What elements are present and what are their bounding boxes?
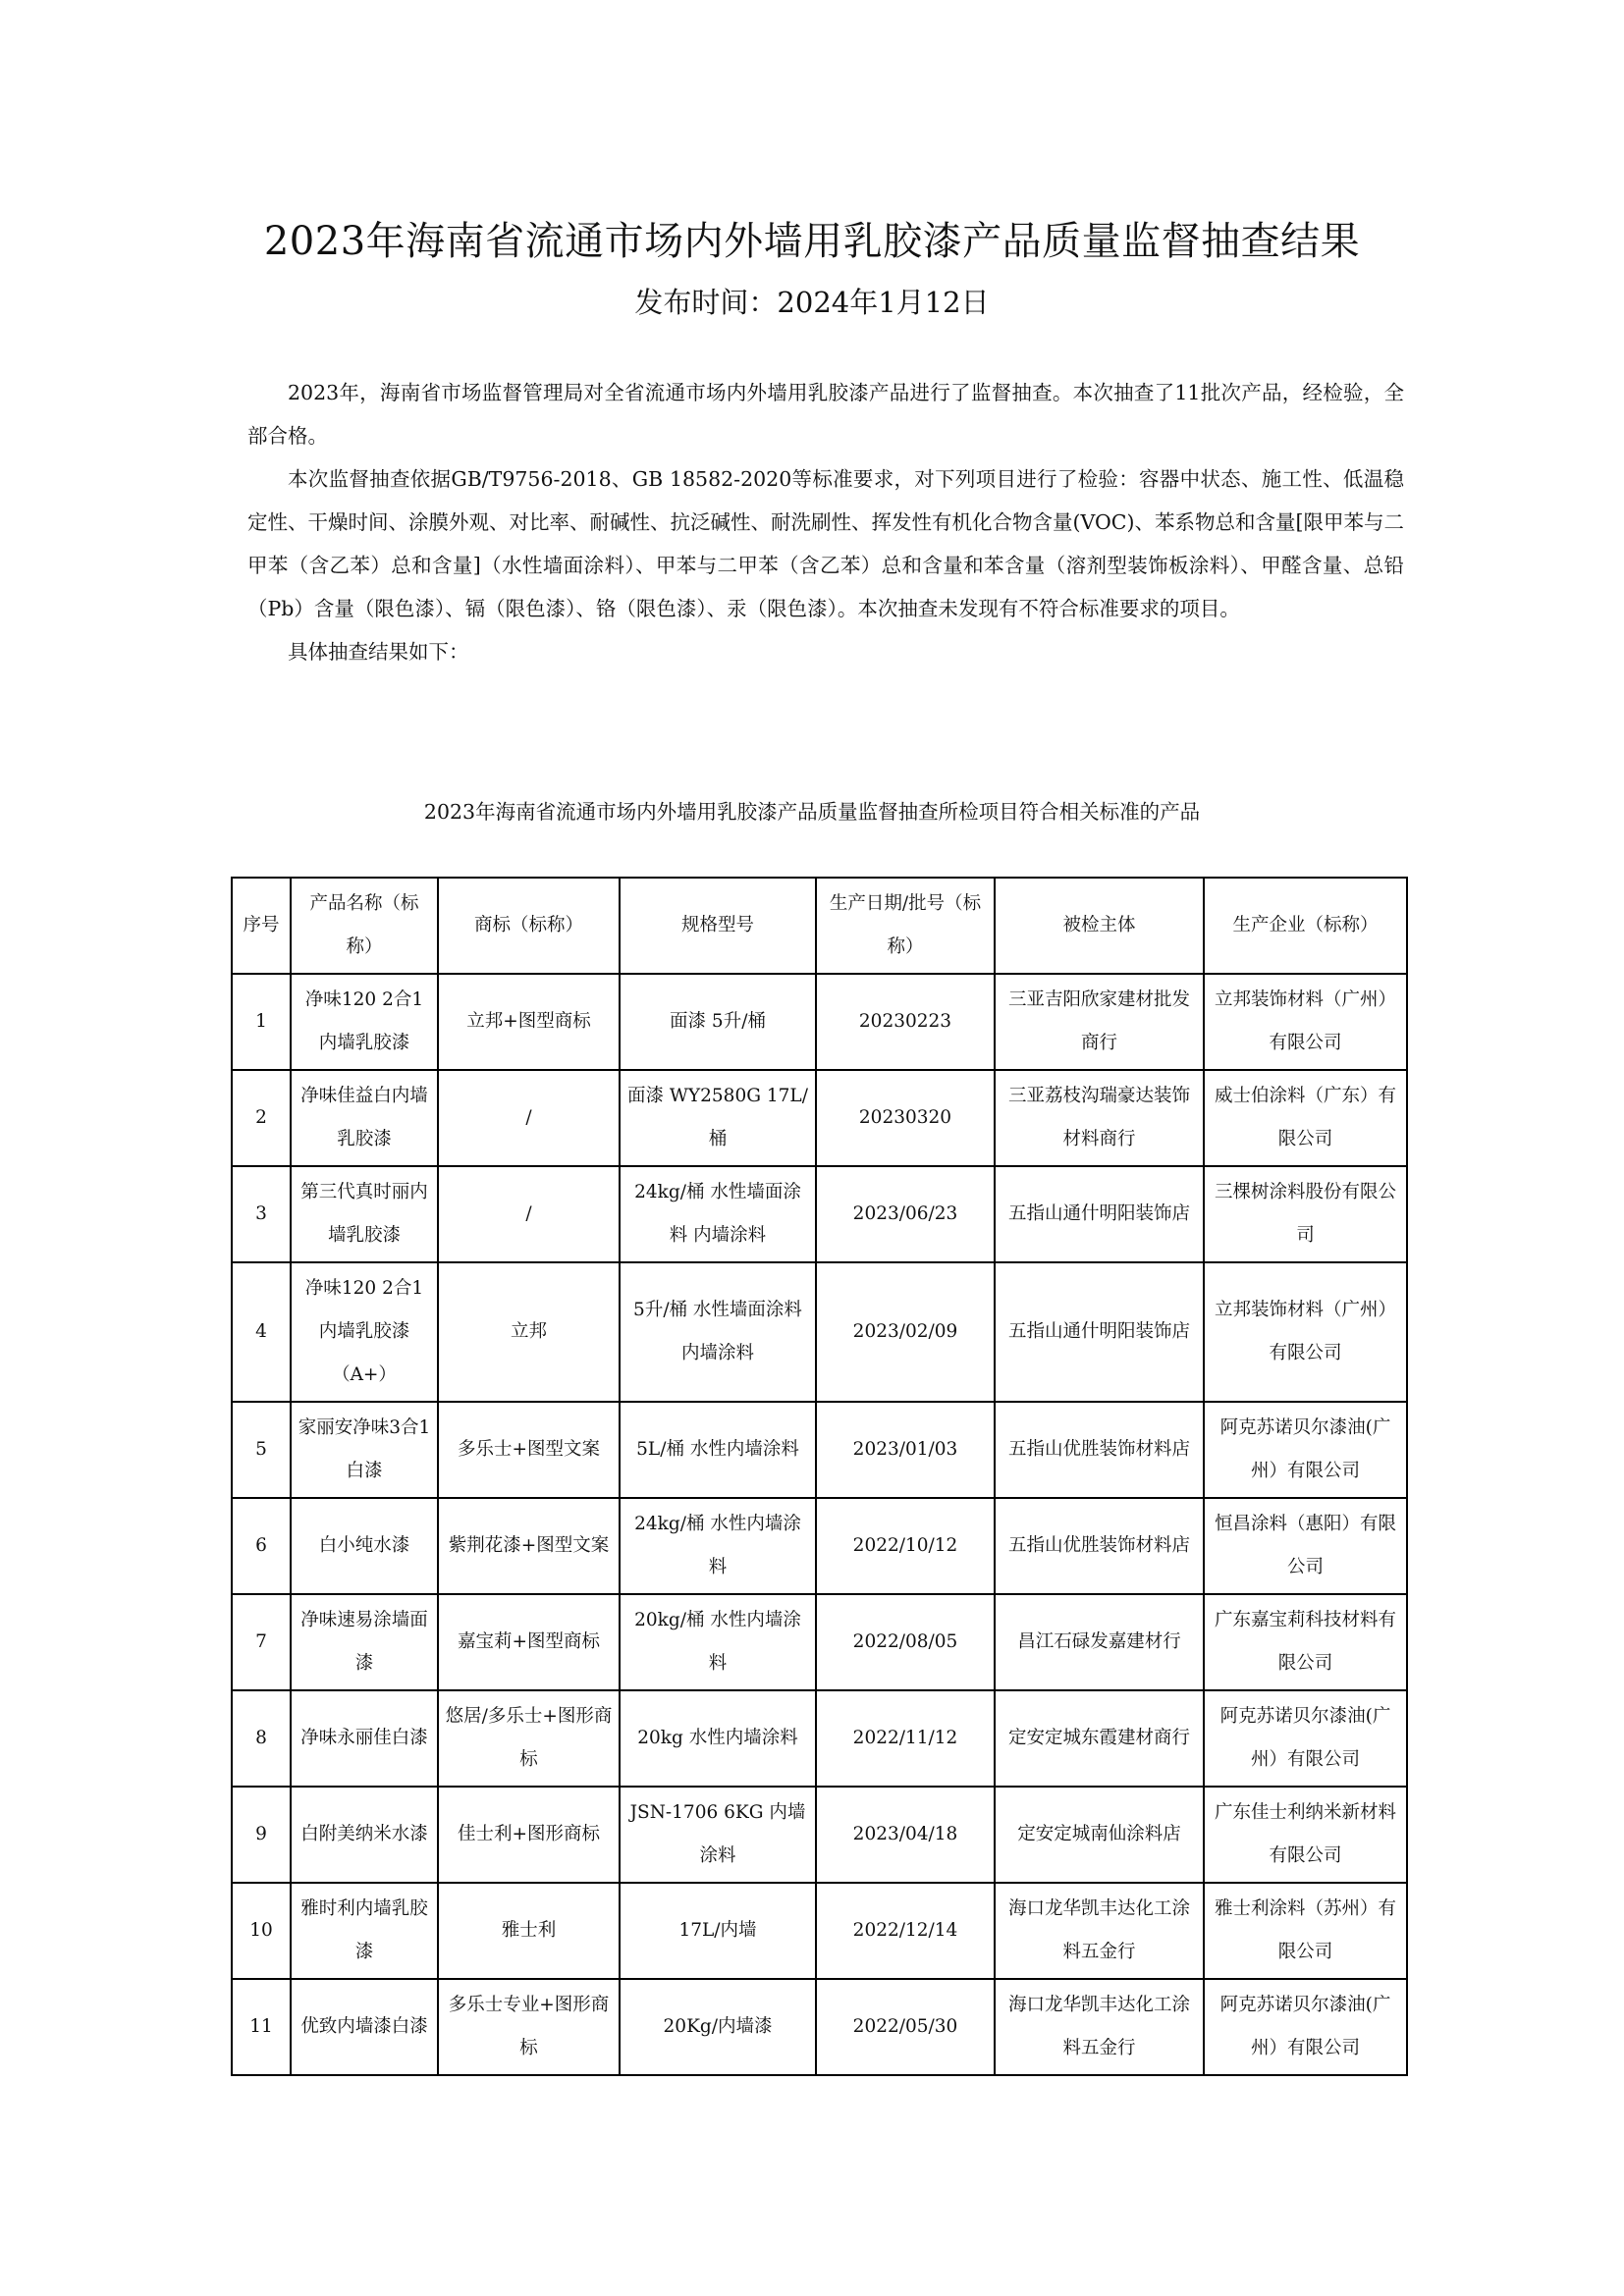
table-row [232, 1787, 1407, 1883]
header-product-name: 产品名称（标称） [291, 878, 438, 974]
cell-product-name: 家丽安净味3合1白漆 [291, 1402, 438, 1498]
cell-spec: 20kg 水性内墙涂料 [620, 1690, 816, 1787]
cell-trademark: 雅士利 [438, 1883, 620, 1979]
cell-production-date: 2023/06/23 [816, 1166, 995, 1262]
cell-production-date: 2023/02/09 [816, 1262, 995, 1402]
cell-index: 10 [232, 1883, 291, 1979]
cell-inspected-entity: 定安定城东霞建材商行 [995, 1690, 1204, 1787]
cell-trademark: 嘉宝莉+图型商标 [438, 1594, 620, 1690]
cell-index: 6 [232, 1498, 291, 1594]
table-row [232, 1883, 1407, 1979]
cell-index: 11 [232, 1979, 291, 2075]
publish-date: 发布时间：2024年1月12日 [634, 286, 990, 319]
cell-index: 3 [232, 1166, 291, 1262]
cell-inspected-entity: 三亚荔枝沟瑞豪达装饰材料商行 [995, 1070, 1204, 1166]
table-row [232, 1594, 1407, 1690]
header-inspected-entity: 被检主体 [995, 878, 1204, 974]
cell-production-date: 2022/12/14 [816, 1883, 995, 1979]
cell-inspected-entity: 五指山优胜装饰材料店 [995, 1402, 1204, 1498]
cell-production-date: 2022/11/12 [816, 1690, 995, 1787]
cell-manufacturer: 三棵树涂料股份有限公司 [1204, 1166, 1407, 1262]
cell-manufacturer: 广东嘉宝莉科技材料有限公司 [1204, 1594, 1407, 1690]
cell-inspected-entity: 昌江石碌发嘉建材行 [995, 1594, 1204, 1690]
table-caption: 2023年海南省流通市场内外墙用乳胶漆产品质量监督抽查所检项目符合相关标准的产品 [423, 800, 1201, 824]
cell-trademark: 多乐士+图型文案 [438, 1402, 620, 1498]
cell-inspected-entity: 三亚吉阳欣家建材批发商行 [995, 974, 1204, 1070]
results-table [231, 877, 1408, 2076]
cell-production-date: 2022/10/12 [816, 1498, 995, 1594]
paragraph-intro-results: 具体抽查结果如下： [288, 640, 469, 664]
cell-spec: 面漆 WY2580G 17L/桶 [620, 1070, 816, 1166]
cell-trademark: / [438, 1070, 620, 1166]
cell-spec: 面漆 5升/桶 [620, 974, 816, 1070]
cell-inspected-entity: 定安定城南仙涂料店 [995, 1787, 1204, 1883]
cell-manufacturer: 立邦装饰材料（广州）有限公司 [1204, 974, 1407, 1070]
cell-product-name: 净味120 2合1内墙乳胶漆（A+） [291, 1262, 438, 1402]
cell-index: 4 [232, 1262, 291, 1402]
table-row [232, 1166, 1407, 1262]
cell-index: 7 [232, 1594, 291, 1690]
table-row [232, 1262, 1407, 1402]
cell-production-date: 2023/04/18 [816, 1787, 995, 1883]
cell-spec: 24kg/桶 水性墙面涂料 内墙涂料 [620, 1166, 816, 1262]
cell-manufacturer: 阿克苏诺贝尔漆油(广州）有限公司 [1204, 1690, 1407, 1787]
cell-spec: 24kg/桶 水性内墙涂料 [620, 1498, 816, 1594]
cell-trademark: / [438, 1166, 620, 1262]
cell-inspected-entity: 五指山通什明阳装饰店 [995, 1166, 1204, 1262]
cell-inspected-entity: 海口龙华凯丰达化工涂料五金行 [995, 1979, 1204, 2075]
cell-index: 2 [232, 1070, 291, 1166]
cell-trademark: 立邦 [438, 1262, 620, 1402]
header-index: 序号 [232, 878, 291, 974]
cell-index: 9 [232, 1787, 291, 1883]
cell-manufacturer: 恒昌涂料（惠阳）有限公司 [1204, 1498, 1407, 1594]
cell-spec: 5L/桶 水性内墙涂料 [620, 1402, 816, 1498]
cell-inspected-entity: 五指山优胜装饰材料店 [995, 1498, 1204, 1594]
cell-manufacturer: 广东佳士利纳米新材料有限公司 [1204, 1787, 1407, 1883]
cell-manufacturer: 阿克苏诺贝尔漆油(广州）有限公司 [1204, 1402, 1407, 1498]
cell-inspected-entity: 五指山通什明阳装饰店 [995, 1262, 1204, 1402]
cell-trademark: 立邦+图型商标 [438, 974, 620, 1070]
cell-trademark: 紫荆花漆+图型文案 [438, 1498, 620, 1594]
table-header-row [232, 878, 1407, 974]
cell-production-date: 2023/01/03 [816, 1402, 995, 1498]
cell-index: 5 [232, 1402, 291, 1498]
table-row [232, 1402, 1407, 1498]
cell-product-name: 白小纯水漆 [291, 1498, 438, 1594]
table-row [232, 1690, 1407, 1787]
cell-spec: 17L/内墙 [620, 1883, 816, 1979]
document-title: 2023年海南省流通市场内外墙用乳胶漆产品质量监督抽查结果 [263, 219, 1361, 264]
cell-product-name: 雅时利内墙乳胶漆 [291, 1883, 438, 1979]
header-trademark: 商标（标称） [438, 878, 620, 974]
cell-spec: 20kg/桶 水性内墙涂料 [620, 1594, 816, 1690]
cell-index: 8 [232, 1690, 291, 1787]
cell-trademark: 佳士利+图形商标 [438, 1787, 620, 1883]
cell-spec: JSN-1706 6KG 内墙涂料 [620, 1787, 816, 1883]
cell-product-name: 净味速易涂墙面漆 [291, 1594, 438, 1690]
cell-production-date: 20230223 [816, 974, 995, 1070]
table-row [232, 1979, 1407, 2075]
cell-product-name: 优致内墙漆白漆 [291, 1979, 438, 2075]
cell-product-name: 第三代真时丽内墙乳胶漆 [291, 1166, 438, 1262]
cell-manufacturer: 威士伯涂料（广东）有限公司 [1204, 1070, 1407, 1166]
cell-inspected-entity: 海口龙华凯丰达化工涂料五金行 [995, 1883, 1204, 1979]
cell-product-name: 净味永丽佳白漆 [291, 1690, 438, 1787]
header-manufacturer: 生产企业（标称） [1204, 878, 1407, 974]
cell-spec: 5升/桶 水性墙面涂料 内墙涂料 [620, 1262, 816, 1402]
table-row [232, 1498, 1407, 1594]
cell-spec: 20Kg/内墙漆 [620, 1979, 816, 2075]
cell-trademark: 多乐士专业+图形商标 [438, 1979, 620, 2075]
cell-index: 1 [232, 974, 291, 1070]
table-row [232, 974, 1407, 1070]
cell-product-name: 净味120 2合1内墙乳胶漆 [291, 974, 438, 1070]
cell-product-name: 净味佳益白内墙乳胶漆 [291, 1070, 438, 1166]
header-spec: 规格型号 [620, 878, 816, 974]
paragraph-summary: 2023年，海南省市场监督管理局对全省流通市场内外墙用乳胶漆产品进行了监督抽查。本次抽查了11批次产品，经检验，全部合格。 [247, 381, 1404, 448]
cell-manufacturer: 雅士利涂料（苏州）有限公司 [1204, 1883, 1407, 1979]
header-production-date: 生产日期/批号（标称） [816, 878, 995, 974]
cell-product-name: 白附美纳米水漆 [291, 1787, 438, 1883]
cell-production-date: 2022/05/30 [816, 1979, 995, 2075]
cell-production-date: 20230320 [816, 1070, 995, 1166]
document-body [247, 371, 1404, 673]
cell-manufacturer: 阿克苏诺贝尔漆油(广州）有限公司 [1204, 1979, 1407, 2075]
cell-production-date: 2022/08/05 [816, 1594, 995, 1690]
paragraph-standards: 本次监督抽查依据GB/T9756-2018、GB 18582-2020等标准要求，对下列项目进行了检验：容器中状态、施工性、低温稳定性、干燥时间、涂膜外观、对比率、耐碱性、抗泛碱性、耐洗刷性、挥发性有机化合物含量(VOC)、苯系物总和含量[限甲苯与二甲苯（含乙苯）总和含量]（水性墙面涂料）、甲苯与二甲苯（含乙苯）总和含量和苯含量（溶剂型装饰板涂料）、甲醛含量、总铅（Pb）含量（限色漆）、镉（限色漆）、铬（限色漆）、汞（限色漆）。本次抽查未发现有不符合标准要求的项目。 [247, 467, 1404, 620]
table-row [232, 1070, 1407, 1166]
cell-trademark: 悠居/多乐士+图形商标 [438, 1690, 620, 1787]
cell-manufacturer: 立邦装饰材料（广州）有限公司 [1204, 1262, 1407, 1402]
